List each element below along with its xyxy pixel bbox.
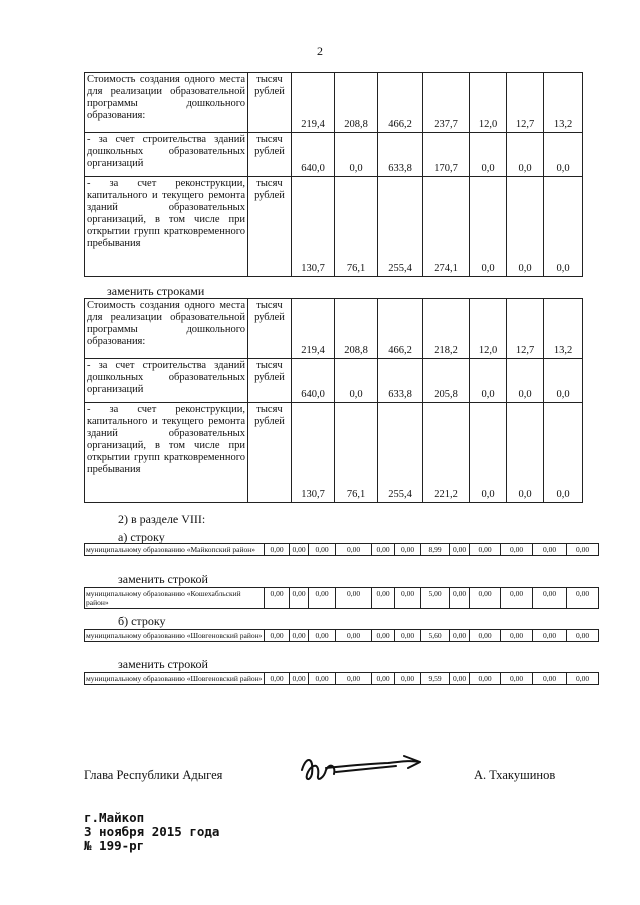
value-cell: 0,00 (372, 544, 395, 556)
value-cell: 12,0 (470, 73, 507, 133)
value-cell: 0,00 (372, 588, 395, 609)
value-cell: 237,7 (423, 73, 470, 133)
table-row (85, 588, 599, 609)
row-a-table (84, 543, 599, 556)
table-row (85, 403, 583, 503)
value-cell: 218,2 (423, 299, 470, 359)
row-unit: тысяч рублей (248, 73, 292, 133)
value-cell: 170,7 (423, 133, 470, 177)
row-unit: тысяч рублей (248, 133, 292, 177)
value-cell: 0,00 (501, 588, 533, 609)
value-cell: 0,00 (290, 588, 309, 609)
value-cell: 0,0 (544, 177, 583, 277)
replace-rows-label: заменить строками (107, 284, 205, 298)
value-cell: 0,00 (265, 673, 290, 685)
value-cell: 0,00 (533, 544, 567, 556)
doc-number-stamp: № 199-рг (84, 838, 145, 853)
value-cell: 0,00 (290, 544, 309, 556)
section-viii-label: 2) в разделе VIII: (118, 512, 206, 526)
table-row (85, 299, 583, 359)
table-row (85, 359, 583, 403)
table-after (84, 298, 583, 503)
value-cell: 640,0 (292, 359, 335, 403)
table-row (85, 73, 583, 133)
signatory-title: Глава Республики Адыгея (84, 768, 223, 782)
value-cell: 274,1 (423, 177, 470, 277)
value-cell: 0,00 (533, 630, 567, 642)
value-cell: 255,4 (378, 403, 423, 503)
row-description: - за счет реконструкции, капитального и текущего ремонта зданий образовательных организаций, в том числе при открытии групп кратковременного пребывания (85, 177, 248, 277)
value-cell: 0,00 (372, 630, 395, 642)
value-cell: 0,00 (395, 544, 421, 556)
value-cell: 466,2 (378, 73, 423, 133)
value-cell: 219,4 (292, 73, 335, 133)
value-cell: 76,1 (335, 177, 378, 277)
value-cell: 0,00 (470, 630, 501, 642)
row-description: - за счет строительства зданий дошкольных образовательных организаций (85, 133, 248, 177)
value-cell: 0,00 (309, 630, 336, 642)
value-cell: 9,59 (421, 673, 450, 685)
value-cell: 0,0 (470, 177, 507, 277)
row-b-table (84, 629, 599, 642)
value-cell: 0,0 (507, 403, 544, 503)
table-row (85, 133, 583, 177)
row-a-new-table (84, 587, 599, 609)
value-cell: 0,00 (395, 630, 421, 642)
value-cell: 0,0 (470, 359, 507, 403)
value-cell: 5,00 (421, 588, 450, 609)
value-cell: 205,8 (423, 359, 470, 403)
value-cell: 13,2 (544, 73, 583, 133)
value-cell: 0,00 (395, 588, 421, 609)
row-description: Стоимость создания одного места для реализации образовательной программы дошкольного образования: (85, 299, 248, 359)
value-cell: 0,00 (265, 630, 290, 642)
replace-row-label-1: заменить строкой (118, 572, 208, 586)
value-cell: 219,4 (292, 299, 335, 359)
value-cell: 0,0 (470, 133, 507, 177)
value-cell: 0,0 (335, 133, 378, 177)
item-b-label: б) строку (118, 614, 166, 628)
value-cell: 0,00 (290, 630, 309, 642)
value-cell: 0,00 (450, 673, 470, 685)
value-cell: 0,00 (290, 673, 309, 685)
value-cell: 0,00 (470, 588, 501, 609)
value-cell: 0,00 (533, 673, 567, 685)
value-cell: 0,00 (567, 630, 599, 642)
row-unit: тысяч рублей (248, 177, 292, 277)
value-cell: 640,0 (292, 133, 335, 177)
row-description: - за счет реконструкции, капитального и текущего ремонта зданий образовательных организаций, в том числе при открытии групп кратковременного пребывания (85, 403, 248, 503)
value-cell: 0,00 (265, 588, 290, 609)
value-cell: 0,00 (450, 588, 470, 609)
row-unit: тысяч рублей (248, 359, 292, 403)
value-cell: 0,00 (309, 544, 336, 556)
value-cell: 13,2 (544, 299, 583, 359)
municipality-name: муниципальному образованию «Майкопский район» (85, 544, 265, 556)
value-cell: 0,00 (336, 544, 372, 556)
value-cell: 633,8 (378, 359, 423, 403)
value-cell: 466,2 (378, 299, 423, 359)
value-cell: 0,00 (265, 544, 290, 556)
value-cell: 0,00 (336, 673, 372, 685)
value-cell: 0,00 (309, 673, 336, 685)
municipality-name: муниципальному образованию «Шовгеновский район» (85, 673, 265, 685)
value-cell: 0,00 (567, 588, 599, 609)
value-cell: 0,0 (507, 177, 544, 277)
signatory-name: А. Тхакушинов (474, 768, 556, 782)
table-row (85, 673, 599, 685)
table-row (85, 177, 583, 277)
value-cell: 0,0 (507, 359, 544, 403)
value-cell: 0,00 (501, 673, 533, 685)
row-description: Стоимость создания одного места для реализации образовательной программы дошкольного образования: (85, 73, 248, 133)
row-unit: тысяч рублей (248, 299, 292, 359)
value-cell: 0,00 (470, 544, 501, 556)
value-cell: 0,00 (336, 630, 372, 642)
value-cell: 12,7 (507, 73, 544, 133)
row-b-new-table (84, 672, 599, 685)
value-cell: 0,00 (501, 630, 533, 642)
place-stamp: г.Майкоп (84, 810, 145, 825)
value-cell: 0,00 (336, 588, 372, 609)
value-cell: 0,0 (544, 133, 583, 177)
value-cell: 0,00 (567, 544, 599, 556)
value-cell: 5,60 (421, 630, 450, 642)
value-cell: 76,1 (335, 403, 378, 503)
value-cell: 12,7 (507, 299, 544, 359)
row-description: - за счет строительства зданий дошкольных образовательных организаций (85, 359, 248, 403)
value-cell: 12,0 (470, 299, 507, 359)
signature-image (296, 750, 426, 784)
item-a-label: а) строку (118, 530, 165, 544)
value-cell: 633,8 (378, 133, 423, 177)
municipality-name: муниципальному образованию «Шовгеновский район» (85, 630, 265, 642)
value-cell: 0,00 (567, 673, 599, 685)
value-cell: 255,4 (378, 177, 423, 277)
value-cell: 0,0 (544, 359, 583, 403)
date-stamp: 3 ноября 2015 года (84, 824, 220, 839)
row-unit: тысяч рублей (248, 403, 292, 503)
value-cell: 0,00 (450, 630, 470, 642)
value-cell: 0,00 (450, 544, 470, 556)
page-number: 2 (317, 44, 323, 58)
value-cell: 0,00 (372, 673, 395, 685)
table-before (84, 72, 583, 277)
replace-row-label-2: заменить строкой (118, 657, 208, 671)
value-cell: 130,7 (292, 177, 335, 277)
value-cell: 208,8 (335, 299, 378, 359)
value-cell: 0,00 (533, 588, 567, 609)
value-cell: 0,0 (470, 403, 507, 503)
municipality-name: муниципальному образованию «Кошехабльский район» (85, 588, 265, 609)
table-row (85, 630, 599, 642)
value-cell: 0,0 (544, 403, 583, 503)
value-cell: 0,00 (309, 588, 336, 609)
table-row (85, 544, 599, 556)
value-cell: 8,99 (421, 544, 450, 556)
value-cell: 0,00 (395, 673, 421, 685)
value-cell: 0,00 (470, 673, 501, 685)
value-cell: 0,0 (507, 133, 544, 177)
value-cell: 0,00 (501, 544, 533, 556)
value-cell: 221,2 (423, 403, 470, 503)
value-cell: 0,0 (335, 359, 378, 403)
value-cell: 208,8 (335, 73, 378, 133)
value-cell: 130,7 (292, 403, 335, 503)
